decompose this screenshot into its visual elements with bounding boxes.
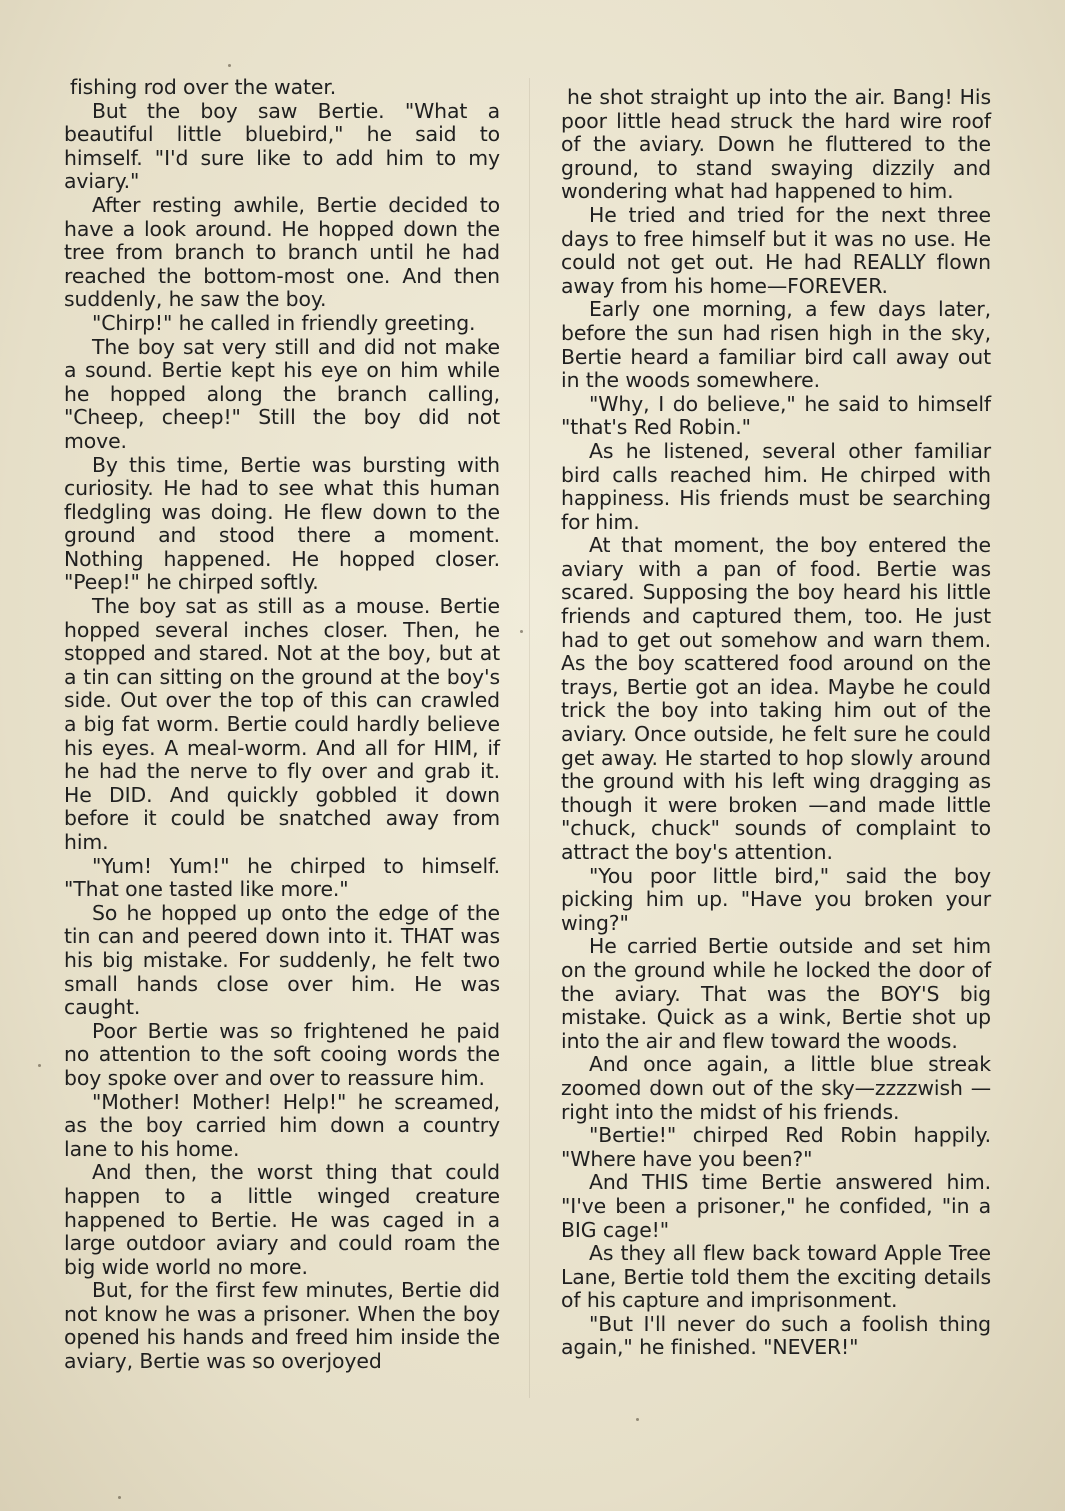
left-text-column: [64, 76, 500, 1374]
right-text-column: [561, 86, 991, 1360]
paragraph: He carried Bertie outside and set him on the ground while he locked the door of the aviary. That was the BOY'S big mistake. Quick as a wink, Bertie shot up into the air and flew toward the woods.: [561, 934, 991, 1053]
paper-speck: [118, 1496, 121, 1499]
paragraph: Early one morning, a few days later, before the sun had risen high in the sky, Bertie heard a familiar bird call away out in the woods somewhere.: [561, 297, 991, 393]
paragraph: "But I'll never do such a foolish thing again," he finished. "NEVER!": [561, 1311, 991, 1360]
paragraph: After resting awhile, Bertie decided to have a look around. He hopped down the tree from branch to branch until he had reached the bottom-most one. And then suddenly, he saw the boy.: [64, 192, 500, 312]
paragraph: And THIS time Bertie answered him. "I've been a prisoner," he confided, "in a BIG cage!": [561, 1170, 991, 1242]
paragraph: As they all flew back toward Apple Tree Lane, Bertie told them the exciting details of his capture and imprisonment.: [561, 1241, 991, 1313]
column-divider: [529, 78, 530, 1398]
paragraph: And once again, a little blue streak zoomed down out of the sky—zzzzwish —right into the midst of his friends.: [561, 1052, 991, 1124]
paragraph: And then, the worst thing that could happen to a little winged creature happened to Bertie. He was caged in a large outdoor aviary and could roam the big wide world no more.: [64, 1160, 500, 1279]
paragraph: As he listened, several other familiar bird calls reached him. He chirped with happiness. His friends must be searching for him.: [561, 438, 991, 534]
paragraph: But the boy saw Bertie. "What a beautiful little bluebird," he said to himself. "I'd sure like to add him to my aviary.": [64, 98, 500, 194]
paragraph: fishing rod over the water.: [70, 75, 337, 99]
paragraph: "You poor little bird," said the boy picking him up. "Have you broken your wing?": [561, 863, 991, 935]
paper-speck: [228, 64, 231, 67]
paragraph: So he hopped up onto the edge of the tin can and peered down into it. THAT was his big mistake. For suddenly, he felt two small hands close over him. He was caught.: [64, 900, 500, 1020]
paragraph: The boy sat as still as a mouse. Bertie hopped several inches closer. Then, he stopped and stared. Not at the boy, but at a tin can sitting on the ground at the boy's side. Out over the top of this can crawled a big fat worm. Bertie could hardly believe his eyes. A meal-worm. And all for HIM, if he had the nerve to fly over and grab it. He DID. And quickly gobbled it down before it could be snatched away from him.: [64, 594, 500, 854]
paragraph: "Chirp!" he called in friendly greeting.: [92, 310, 476, 335]
paragraph: "Why, I do believe," he said to himself "that's Red Robin.": [561, 391, 991, 440]
paper-speck: [520, 630, 523, 633]
paragraph: He tried and tried for the next three days to free himself but it was no use. He could not get out. He had REALLY flown away from his home—FOREVER.: [561, 202, 991, 298]
paper-speck: [636, 1418, 639, 1421]
paragraph: The boy sat very still and did not make a sound. Bertie kept his eye on him while he hopped along the branch calling, "Cheep, cheep!" Still the boy did not move.: [64, 334, 500, 453]
paragraph: "Bertie!" chirped Red Robin happily. "Where have you been?": [561, 1123, 991, 1171]
paragraph: But, for the first few minutes, Bertie did not know he was a prisoner. When the boy opened his hands and freed him inside the aviary, Bertie was so overjoyed: [64, 1278, 500, 1374]
paragraph: "Mother! Mother! Help!" he screamed, as the boy carried him down a country lane to his home.: [64, 1089, 500, 1161]
paragraph: "Yum! Yum!" he chirped to himself. "That one tasted like more.": [64, 853, 500, 902]
paragraph: Poor Bertie was so frightened he paid no attention to the soft cooing words the boy spoke over and over to reassure him.: [64, 1018, 500, 1090]
paragraph: At that moment, the boy entered the aviary with a pan of food. Bertie was scared. Supposing the boy heard his little friends and captured them, too. He just had to get out somehow and warn them. As the boy scattered food around on the trays, Bertie got an idea. Maybe he could trick the boy into taking him out of the aviary. Once outside, he felt sure he could get away. He started to hop slowly around the ground with his left wing dragging as though it were broken —and made little "chuck, chuck" sounds of complaint to attract the boy's attention.: [561, 533, 991, 864]
paper-speck: [38, 1064, 41, 1067]
paragraph: By this time, Bertie was bursting with curiosity. He had to see what this human fledgling was doing. He flew down to the ground and stood there a moment. Nothing happened. He hopped closer. "Peep!" he chirped softly.: [64, 452, 500, 595]
paragraph: he shot straight up into the air. Bang! His poor little head struck the hard wire roof of the aviary. Down he fluttered to the ground, to stand swaying dizzily and wondering what had happened to him.: [561, 85, 991, 204]
